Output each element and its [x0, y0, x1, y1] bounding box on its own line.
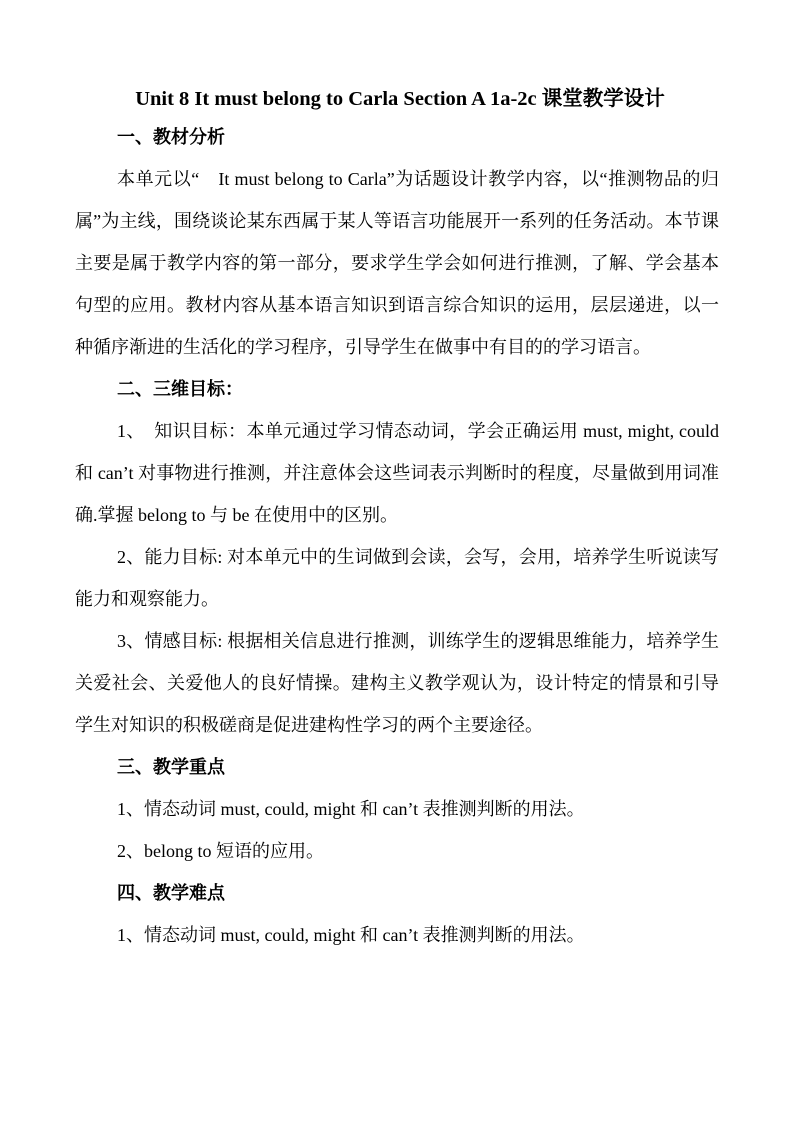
- objective-ability: 2、能力目标: 对本单元中的生词做到会读，会写，会用，培养学生听说读写能力和观察能力。: [75, 547, 719, 609]
- document-page: [75, 82, 719, 956]
- document-title: Unit 8 It must belong to Carla Section A 1a-2c 课堂教学设计: [135, 88, 665, 110]
- difficulty-1: 1、情态动词 must, could, might 和 can’t 表推测判断的用法。: [117, 925, 585, 945]
- key-point-1: 1、情态动词 must, could, might 和 can’t 表推测判断的用法。: [117, 799, 585, 819]
- section-heading-key-points: 三、教学重点: [117, 757, 225, 777]
- section-heading-difficulties: 四、教学难点: [117, 883, 225, 903]
- objective-emotion: 3、情感目标: 根据相关信息进行推测，训练学生的逻辑思维能力，培养学生关爱社会、关爱他人的良好情操。建构主义教学观认为，设计特定的情景和引导学生对知识的积极磋商是促进建构性学习的两个主要途径。: [75, 631, 719, 735]
- section-paragraph-textbook-analysis: 本单元以“ It must belong to Carla”为话题设计教学内容，以“推测物品的归属”为主线，围绕谈论某东西属于某人等语言功能展开一系列的任务活动。本节课主要是属于教学内容的第一部分，要求学生学会如何进行推测，了解、学会基本句型的应用。教材内容从基本语言知识到语言综合知识的运用，层层递进，以一种循序渐进的生活化的学习程序，引导学生在做事中有目的的学习语言。: [75, 169, 719, 357]
- section-heading-textbook-analysis: 一、教材分析: [117, 127, 225, 147]
- section-heading-objectives: 二、三维目标：: [117, 379, 243, 399]
- key-point-2: 2、belong to 短语的应用。: [117, 841, 324, 861]
- objective-knowledge: 1、 知识目标：本单元通过学习情态动词，学会正确运用 must, might, could 和 can’t 对事物进行推测，并注意体会这些词表示判断时的程度，尽量做到用词准确.掌握 belong to 与 be 在使用中的区别。: [75, 421, 719, 525]
